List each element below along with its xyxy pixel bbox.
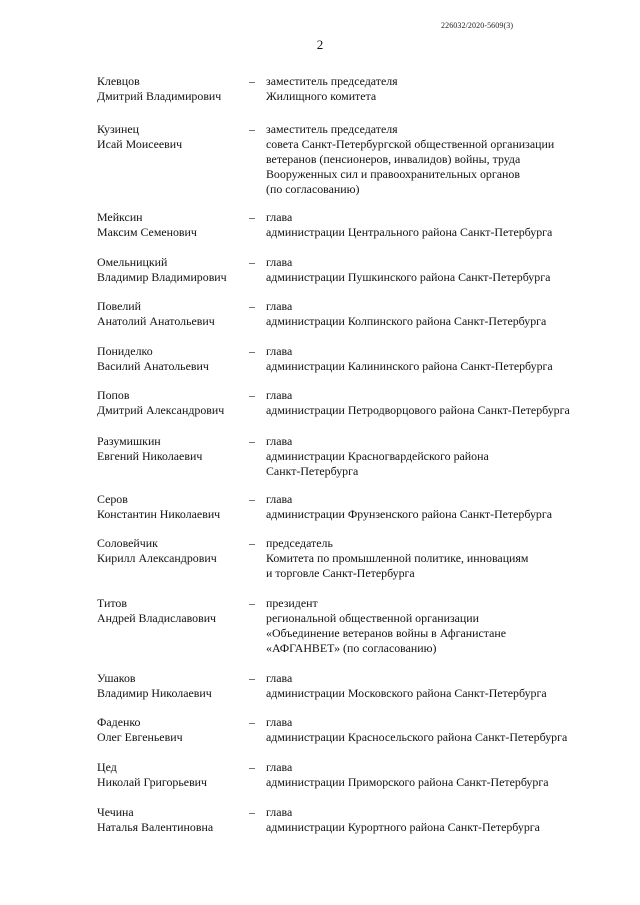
position-line: администрации Центрального района Санкт-Петербурга (266, 225, 553, 239)
member-position (266, 210, 626, 240)
position-line: глава (266, 299, 293, 313)
position-line: администрации Пушкинского района Санкт-Петербурга (266, 270, 551, 284)
position-line: президент (266, 596, 318, 610)
position-line: Вооруженных сил и правоохранительных органов (266, 167, 520, 181)
position-line: совета Санкт-Петербургской общественной организации (266, 137, 555, 151)
position-line: глава (266, 344, 293, 358)
member-surname: Мейксин (97, 210, 143, 224)
separator-dash: – (249, 344, 255, 358)
member-position (266, 344, 626, 374)
position-line: председатель (266, 536, 333, 550)
member-position (266, 255, 626, 285)
member-name (97, 434, 247, 464)
member-position (266, 805, 626, 835)
member-name (97, 760, 247, 790)
separator-dash: – (249, 671, 255, 685)
member-surname: Омельницкий (97, 255, 168, 269)
position-line: глава (266, 434, 293, 448)
position-line: администрации Калининского района Санкт-Петербурга (266, 359, 553, 373)
member-name (97, 536, 247, 566)
separator-dash: – (249, 492, 255, 506)
position-line: «АФГАНВЕТ» (по согласованию) (266, 641, 437, 655)
member-given-names: Наталья Валентиновна (97, 820, 214, 834)
member-name (97, 74, 247, 104)
position-line: глава (266, 388, 293, 402)
member-position (266, 388, 626, 418)
position-line: администрации Красногвардейского района (266, 449, 489, 463)
member-given-names: Владимир Николаевич (97, 686, 212, 700)
member-position (266, 299, 626, 329)
position-line: «Объединение ветеранов войны в Афганистане (266, 626, 507, 640)
separator-dash: – (249, 210, 255, 224)
member-surname: Повелий (97, 299, 142, 313)
position-line: ветеранов (пенсионеров, инвалидов) войны, труда (266, 152, 521, 166)
member-name (97, 388, 247, 418)
member-surname: Клевцов (97, 74, 140, 88)
member-surname: Цед (97, 760, 117, 774)
member-name (97, 596, 247, 626)
position-line: глава (266, 805, 293, 819)
member-surname: Серов (97, 492, 128, 506)
position-line: и торговле Санкт-Петербурга (266, 566, 415, 580)
member-position (266, 596, 626, 656)
position-line: Жилищного комитета (266, 89, 377, 103)
separator-dash: – (249, 255, 255, 269)
member-position (266, 492, 626, 522)
member-given-names: Евгений Николаевич (97, 449, 203, 463)
member-position (266, 536, 626, 581)
member-given-names: Дмитрий Александрович (97, 403, 225, 417)
document-id: 226032/2020-5609(3) (441, 21, 514, 30)
member-name (97, 122, 247, 152)
member-name (97, 492, 247, 522)
separator-dash: – (249, 122, 255, 136)
separator-dash: – (249, 715, 255, 729)
position-line: региональной общественной организации (266, 611, 480, 625)
position-line: администрации Фрунзенского района Санкт-Петербурга (266, 507, 552, 521)
position-line: глава (266, 210, 293, 224)
member-position (266, 760, 626, 790)
position-line: глава (266, 671, 293, 685)
member-name (97, 715, 247, 745)
member-given-names: Николай Григорьевич (97, 775, 208, 789)
member-given-names: Дмитрий Владимирович (97, 89, 222, 103)
member-position (266, 671, 626, 701)
member-given-names: Максим Семенович (97, 225, 197, 239)
member-given-names: Константин Николаевич (97, 507, 221, 521)
member-surname: Попов (97, 388, 130, 402)
member-position (266, 715, 626, 745)
member-surname: Фаденко (97, 715, 141, 729)
member-given-names: Андрей Владиславович (97, 611, 217, 625)
member-given-names: Исай Моисеевич (97, 137, 183, 151)
member-surname: Кузинец (97, 122, 140, 136)
member-position (266, 122, 626, 197)
position-line: администрации Колпинского района Санкт-Петербурга (266, 314, 547, 328)
page-number: 2 (316, 37, 324, 52)
position-line: глава (266, 492, 293, 506)
member-name (97, 255, 247, 285)
position-line: Комитета по промышленной политике, инновациям (266, 551, 529, 565)
member-surname: Пониделко (97, 344, 153, 358)
separator-dash: – (249, 596, 255, 610)
member-name (97, 671, 247, 701)
member-given-names: Владимир Владимирович (97, 270, 227, 284)
position-line: глава (266, 760, 293, 774)
position-line: администрации Красносельского района Санкт-Петербурга (266, 730, 568, 744)
position-line: администрации Приморского района Санкт-Петербурга (266, 775, 549, 789)
separator-dash: – (249, 536, 255, 550)
position-line: администрации Московского района Санкт-Петербурга (266, 686, 547, 700)
position-line: Санкт-Петербурга (266, 464, 359, 478)
member-given-names: Кирилл Александрович (97, 551, 217, 565)
position-line: заместитель председателя (266, 122, 398, 136)
position-line: глава (266, 715, 293, 729)
member-name (97, 299, 247, 329)
member-surname: Титов (97, 596, 127, 610)
position-line: (по согласованию) (266, 182, 360, 196)
position-line: администрации Петродворцового района Санкт-Петербурга (266, 403, 570, 417)
member-name (97, 344, 247, 374)
member-position (266, 434, 626, 479)
member-surname: Ушаков (97, 671, 136, 685)
member-position (266, 74, 626, 104)
separator-dash: – (249, 434, 255, 448)
member-surname: Соловейчик (97, 536, 158, 550)
position-line: глава (266, 255, 293, 269)
member-surname: Разумишкин (97, 434, 161, 448)
member-name (97, 210, 247, 240)
member-given-names: Олег Евгеньевич (97, 730, 183, 744)
separator-dash: – (249, 299, 255, 313)
position-line: заместитель председателя (266, 74, 398, 88)
member-given-names: Василий Анатольевич (97, 359, 209, 373)
separator-dash: – (249, 388, 255, 402)
member-name (97, 805, 247, 835)
member-surname: Чечина (97, 805, 134, 819)
separator-dash: – (249, 74, 255, 88)
separator-dash: – (249, 760, 255, 774)
separator-dash: – (249, 805, 255, 819)
position-line: администрации Курортного района Санкт-Петербурга (266, 820, 540, 834)
member-given-names: Анатолий Анатольевич (97, 314, 215, 328)
